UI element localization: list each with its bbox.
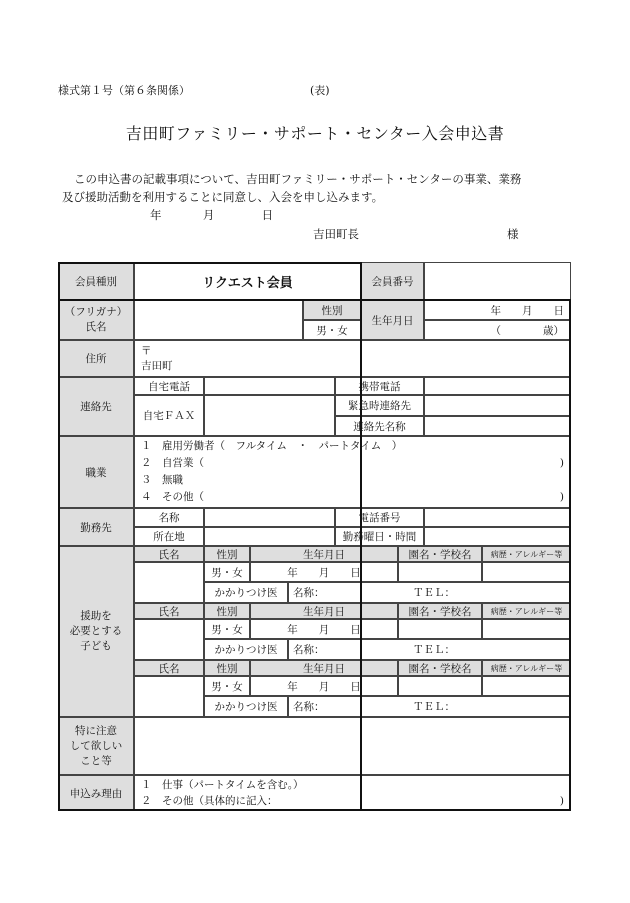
workplace-phone-label: 電話番号 (335, 508, 424, 527)
child-birth-date-1[interactable]: 年 月 日 (250, 562, 398, 582)
workplace-phone-field[interactable] (424, 508, 571, 527)
member-type-label: 会員種別 (58, 262, 134, 300)
child-doctor-field-1[interactable] (288, 582, 571, 603)
children-label (58, 546, 134, 717)
name-label (58, 300, 134, 340)
applicant-age[interactable]: （ 歳） (424, 320, 571, 340)
address-town: 吉田町 (141, 359, 173, 372)
occupation-option-2-row (141, 455, 564, 472)
children-label-line-2: 必要とする (69, 625, 123, 637)
child-doctor-field-2[interactable] (288, 639, 571, 660)
home-phone-label: 自宅電話 (134, 377, 204, 395)
child-medical-field-2[interactable] (482, 619, 571, 639)
child-school-field-2[interactable] (398, 619, 482, 639)
child-school-field-1[interactable] (398, 562, 482, 582)
occupation-option-1[interactable]: １ 雇用労働者（ フルタイム ・ パートタイム ） (141, 440, 403, 452)
child-medical-label-1: 病歴・アレルギー等 (482, 546, 571, 562)
notes-label-line-3: こと等 (80, 754, 112, 767)
intro-text (62, 170, 582, 206)
child-doctor-label-3: かかりつけ医 (204, 696, 288, 717)
reason-option-2-row (141, 793, 564, 809)
child-birth-label-1: 生年月日 (250, 546, 398, 562)
child-school-label-3: 園名・学校名 (398, 660, 482, 676)
workplace-hours-label: 勤務曜日・時間 (335, 527, 424, 546)
child-name-field-2[interactable] (134, 619, 204, 660)
child-doctor-label-2: かかりつけ医 (204, 639, 288, 660)
address-label: 住所 (58, 340, 134, 377)
child-medical-field-3[interactable] (482, 676, 571, 696)
postal-mark: 〒 (141, 344, 152, 357)
child-medical-label-2: 病歴・アレルギー等 (482, 603, 571, 619)
home-fax-label: 自宅ＦＡＸ (134, 395, 204, 436)
child-gender-label-2: 性別 (204, 603, 250, 619)
form-number: 様式第１号（第６条関係） (58, 84, 190, 97)
home-fax-field[interactable] (204, 395, 335, 436)
contact-name-label: 連絡先名称 (335, 416, 424, 436)
occupation-option-3[interactable]: ３ 無職 (141, 474, 183, 486)
date-month: 月 (202, 208, 215, 222)
child-name-label-1: 氏名 (134, 546, 204, 562)
furigana-label: （フリガナ） (64, 306, 128, 318)
occupation-option-2-close: ) (559, 457, 564, 469)
child-birth-label-2: 生年月日 (250, 603, 398, 619)
application-date (150, 207, 273, 223)
occupation-option-4[interactable]: ４ その他（ (141, 491, 204, 503)
applicant-gender-label: 性別 (303, 300, 361, 320)
intro-line-2: 及び援助活動を利用することに同意し、入会を申し込みます。 (62, 190, 384, 204)
child-gender-value-3[interactable]: 男・女 (204, 676, 250, 696)
child-birth-date-3[interactable]: 年 月 日 (250, 676, 398, 696)
child-doctor-tel: ＴＥＬ： (413, 644, 455, 656)
child-school-label-2: 園名・学校名 (398, 603, 482, 619)
child-gender-value-1[interactable]: 男・女 (204, 562, 250, 582)
mobile-field[interactable] (424, 377, 571, 395)
child-name-field-3[interactable] (134, 676, 204, 717)
child-school-label-1: 園名・学校名 (398, 546, 482, 562)
workplace-location-field[interactable] (204, 527, 335, 546)
child-school-field-3[interactable] (398, 676, 482, 696)
addressee: 吉田町長 (313, 227, 359, 241)
children-label-line-3: 子ども (80, 640, 112, 652)
applicant-name-field[interactable] (134, 300, 303, 340)
contact-name-field[interactable] (424, 416, 571, 436)
children-label-line-1: 援助を (80, 610, 112, 622)
child-doctor-name: 名称： (293, 587, 325, 599)
child-doctor-name: 名称： (293, 701, 325, 713)
reason-options[interactable] (134, 775, 571, 811)
application-form (58, 262, 571, 811)
reason-label: 申込み理由 (58, 775, 134, 811)
child-gender-label-1: 性別 (204, 546, 250, 562)
side-marker: (表) (310, 84, 330, 97)
child-doctor-label-1: かかりつけ医 (204, 582, 288, 603)
mobile-label: 携帯電話 (335, 377, 424, 395)
date-day: 日 (261, 208, 274, 222)
applicant-birth-date[interactable]: 年 月 日 (424, 300, 571, 320)
notes-field[interactable] (134, 717, 571, 775)
notes-label-line-2: して欲しい (69, 739, 123, 752)
child-name-label-3: 氏名 (134, 660, 204, 676)
occupation-option-4-close: ) (559, 491, 564, 503)
applicant-name-label: 氏名 (85, 321, 107, 333)
address-field[interactable] (134, 340, 571, 377)
notes-label (58, 717, 134, 775)
reason-option-1[interactable]: １ 仕事（パートタイムを含む。） (141, 779, 304, 791)
honorific: 様 (507, 227, 519, 241)
occupation-label: 職業 (58, 436, 134, 508)
child-doctor-tel: ＴＥＬ： (413, 587, 455, 599)
workplace-name-label: 名称 (134, 508, 204, 527)
occupation-options[interactable] (134, 436, 571, 508)
occupation-option-2[interactable]: ２ 自営業（ (141, 457, 204, 469)
reason-option-2[interactable]: ２ その他（具体的に記入： (141, 795, 278, 807)
child-name-field-1[interactable] (134, 562, 204, 603)
intro-line-1: この申込書の記載事項について、吉田町ファミリー・サポート・センターの事業、業務 (74, 172, 522, 186)
emergency-field[interactable] (424, 395, 571, 416)
child-medical-label-3: 病歴・アレルギー等 (482, 660, 571, 676)
home-phone-field[interactable] (204, 377, 335, 395)
child-birth-label-3: 生年月日 (250, 660, 398, 676)
emergency-label: 緊急時連絡先 (335, 395, 424, 416)
occupation-option-4-row (141, 489, 564, 506)
child-gender-value-2[interactable]: 男・女 (204, 619, 250, 639)
reason-option-2-close: ) (559, 795, 564, 807)
member-type-value: リクエスト会員 (134, 262, 361, 300)
child-birth-date-2[interactable]: 年 月 日 (250, 619, 398, 639)
contact-label: 連絡先 (58, 377, 134, 436)
member-number-field[interactable] (424, 262, 571, 300)
date-year: 年 (150, 208, 162, 222)
child-doctor-tel: ＴＥＬ： (413, 701, 455, 713)
workplace-hours-field[interactable] (424, 527, 571, 546)
workplace-name-field[interactable] (204, 508, 335, 527)
workplace-location-label: 所在地 (134, 527, 204, 546)
applicant-gender-value[interactable]: 男・女 (303, 320, 361, 340)
child-name-label-2: 氏名 (134, 603, 204, 619)
workplace-label: 勤務先 (58, 508, 134, 546)
child-doctor-field-3[interactable] (288, 696, 571, 717)
document-title: 吉田町ファミリー・サポート・センター入会申込書 (125, 124, 505, 143)
child-doctor-name: 名称： (293, 644, 325, 656)
member-number-label: 会員番号 (361, 262, 424, 300)
notes-label-line-1: 特に注意 (75, 724, 117, 737)
child-gender-label-3: 性別 (204, 660, 250, 676)
child-medical-field-1[interactable] (482, 562, 571, 582)
applicant-birth-label: 生年月日 (361, 300, 424, 340)
